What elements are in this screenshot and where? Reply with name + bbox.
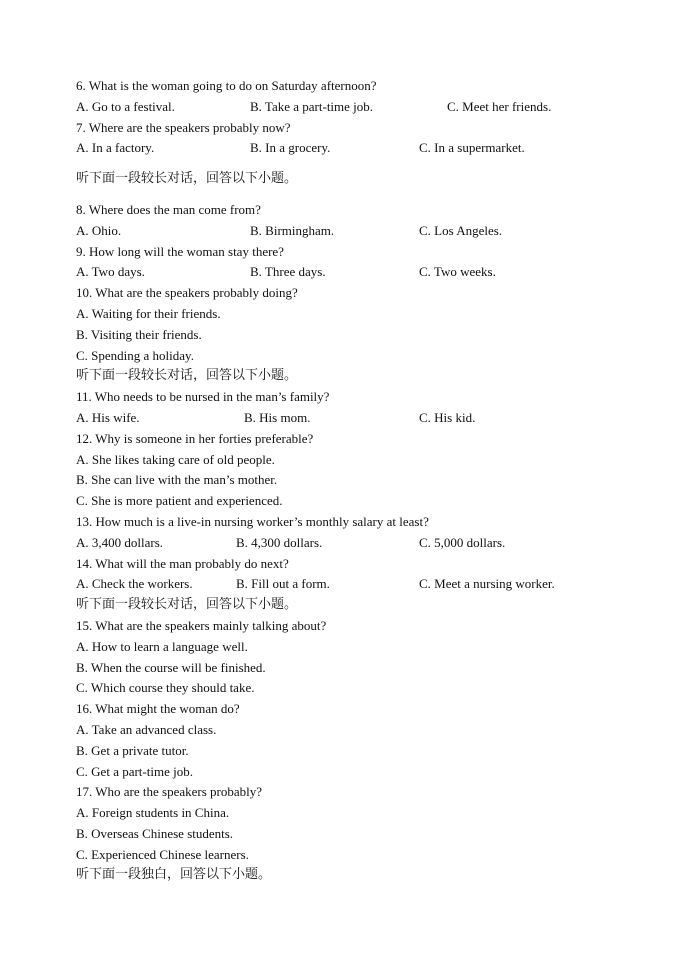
- option-c: C. Experienced Chinese learners.: [76, 846, 249, 862]
- listening-section: [76, 76, 636, 886]
- option-a: A. Two days.: [76, 264, 145, 280]
- option-b: B. Take a part-time job.: [250, 98, 374, 114]
- option-c: C. His kid.: [419, 409, 476, 425]
- option-c: C. In a supermarket.: [419, 140, 525, 156]
- question-8: 8. Where does the man come from?: [76, 201, 261, 217]
- option-a: A. She likes taking care of old people.: [76, 451, 275, 467]
- option-a: A. In a factory.: [76, 140, 155, 156]
- question-11: 11. Who needs to be nursed in the man’s family?: [76, 389, 330, 405]
- option-b: B. In a grocery.: [250, 140, 331, 156]
- option-a: A. His wife.: [76, 409, 140, 425]
- option-b: B. 4,300 dollars.: [236, 534, 323, 550]
- option-c: C. Two weeks.: [419, 264, 496, 280]
- question-14: 14. What will the man probably do next?: [76, 555, 289, 571]
- option-b: B. Birmingham.: [250, 222, 335, 238]
- option-b: B. She can live with the man’s mother.: [76, 472, 278, 488]
- option-b: B. When the course will be finished.: [76, 659, 266, 675]
- option-c: C. Meet her friends.: [447, 98, 552, 114]
- option-c: C. She is more patient and experienced.: [76, 493, 283, 509]
- options-row-14: [76, 574, 636, 595]
- option-b: B. Fill out a form.: [236, 576, 330, 592]
- question-16: 16. What might the woman do?: [76, 701, 240, 717]
- question-7: 7. Where are the speakers probably now?: [76, 119, 291, 135]
- question-9: 9. How long will the woman stay there?: [76, 243, 284, 259]
- option-a: A. Go to a festival.: [76, 98, 175, 114]
- option-a: A. 3,400 dollars.: [76, 534, 164, 550]
- option-c: C. Which course they should take.: [76, 680, 255, 696]
- option-a: A. Check the workers.: [76, 576, 193, 592]
- question-13: 13. How much is a live-in nursing worker’s monthly salary at least?: [76, 513, 429, 529]
- option-a: A. Waiting for their friends.: [76, 305, 221, 321]
- option-b: B. Overseas Chinese students.: [76, 825, 234, 841]
- question-12: 12. Why is someone in her forties preferable?: [76, 430, 314, 446]
- question-10: 10. What are the speakers probably doing?: [76, 285, 298, 301]
- instruction-long-dialogue: 听下面一段较长对话，回答以下小题。: [76, 171, 298, 187]
- option-b: B. Visiting their friends.: [76, 326, 202, 342]
- option-c: C. 5,000 dollars.: [419, 534, 506, 550]
- options-row-9: [76, 262, 636, 283]
- option-c: C. Meet a nursing worker.: [419, 576, 555, 592]
- options-row-7: [76, 138, 636, 159]
- option-a: A. Foreign students in China.: [76, 805, 230, 821]
- option-c: C. Los Angeles.: [419, 222, 503, 238]
- option-a: A. Take an advanced class.: [76, 721, 217, 737]
- instruction-long-dialogue: 听下面一段较长对话，回答以下小题。: [76, 597, 298, 613]
- instruction-monologue: 听下面一段独白，回答以下小题。: [76, 867, 272, 883]
- options-row-11: [76, 408, 636, 429]
- options-row-6: [76, 97, 636, 118]
- instruction-long-dialogue: 听下面一段较长对话，回答以下小题。: [76, 368, 298, 384]
- option-c: C. Get a part-time job.: [76, 763, 193, 779]
- question-6: 6. What is the woman going to do on Saturday afternoon?: [76, 78, 377, 93]
- option-b: B. Three days.: [250, 264, 326, 280]
- option-a: A. Ohio.: [76, 222, 122, 238]
- option-a: A. How to learn a language well.: [76, 638, 248, 654]
- option-c: C. Spending a holiday.: [76, 347, 194, 363]
- options-row-8: [76, 221, 636, 242]
- options-row-13: [76, 533, 636, 554]
- option-b: B. His mom.: [244, 409, 311, 425]
- question-17: 17. Who are the speakers probably?: [76, 784, 263, 800]
- question-15: 15. What are the speakers mainly talking about?: [76, 617, 327, 633]
- option-b: B. Get a private tutor.: [76, 742, 189, 758]
